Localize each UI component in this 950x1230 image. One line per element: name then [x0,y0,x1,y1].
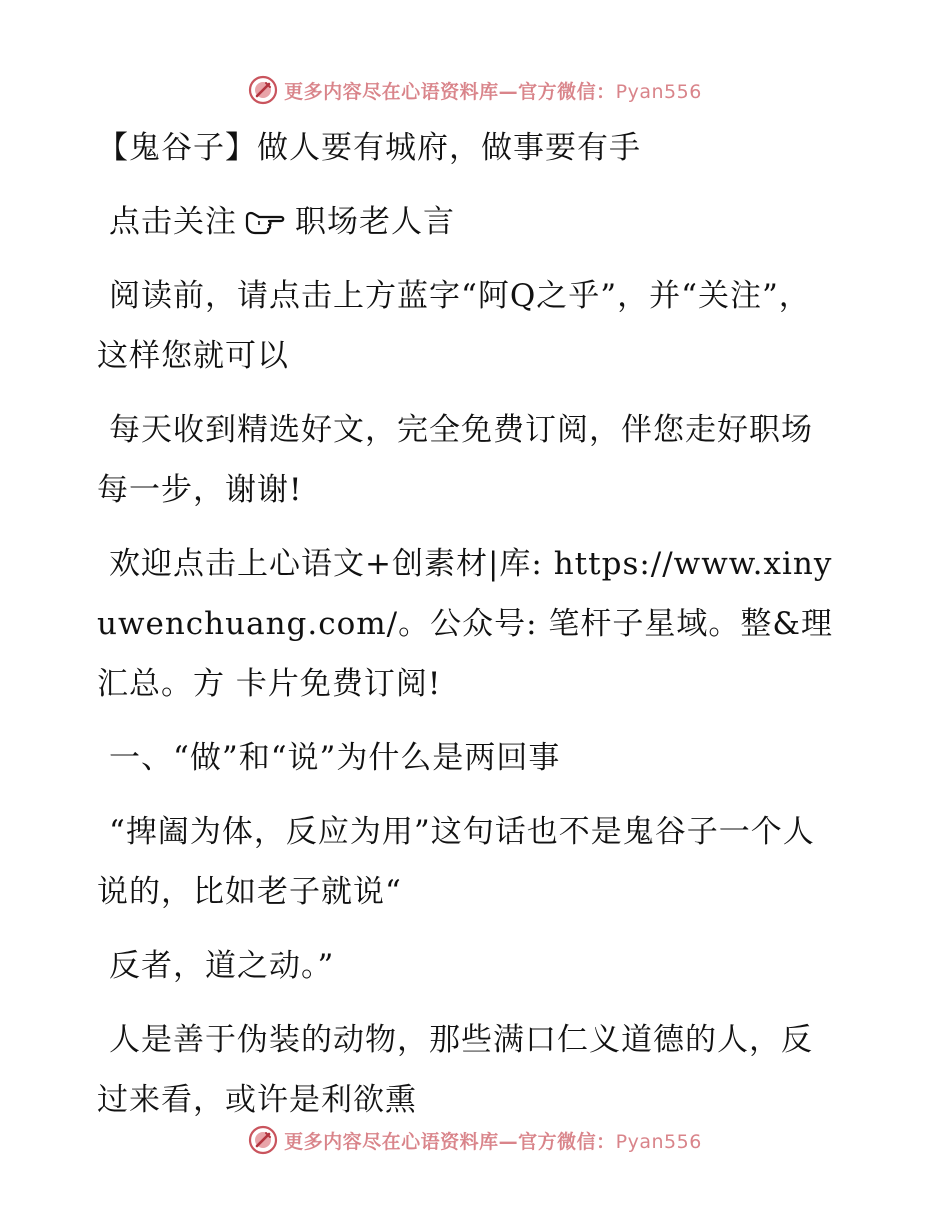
account-name: 职场老人言 [295,204,455,240]
section-heading: 一、“做”和“说”为什么是两回事 [109,740,561,776]
follow-line [97,192,837,252]
header-watermark [0,70,950,110]
footer-watermark [0,1120,950,1160]
watermark-text: 更多内容尽在心语资料库—官方微信：Pyan556 [284,1130,702,1153]
watermark-id: Pyan556 [615,80,702,103]
paragraph: 每天收到精选好文，完全免费订阅，伴您走好职场每一步，谢谢! [97,412,813,508]
document-body [97,118,837,1144]
paragraph: 阅读前，请点击上方蓝字“阿Q之乎”，并“关注”，这样您就可以 [97,278,811,374]
paragraph: “捭阖为体，反应为用”这句话也不是鬼谷子一个人说的，比如老子就说“ [97,814,815,910]
watermark-text: 更多内容尽在心语资料库—官方微信：Pyan556 [284,80,702,103]
paragraph: 人是善于伪装的动物，那些满口仁义道德的人，反过来看，或许是利欲熏 [97,1022,813,1118]
seal-logo-icon [248,75,278,105]
watermark-id: Pyan556 [615,1130,702,1153]
seal-logo-icon [248,1125,278,1155]
paragraph: 反者，道之动。” [109,948,335,984]
follow-prompt: 点击关注 [109,204,237,240]
paragraph: 欢迎点击上心语文+创素材|库: https://www.xinyuwenchuang.com/。公众号: 笔杆子星域。整&理汇总。方 卡片免费订阅! [97,546,834,702]
document-title: 【鬼谷子】做人要有城府，做事要有手 [97,130,641,166]
pointing-hand-icon [243,207,289,235]
